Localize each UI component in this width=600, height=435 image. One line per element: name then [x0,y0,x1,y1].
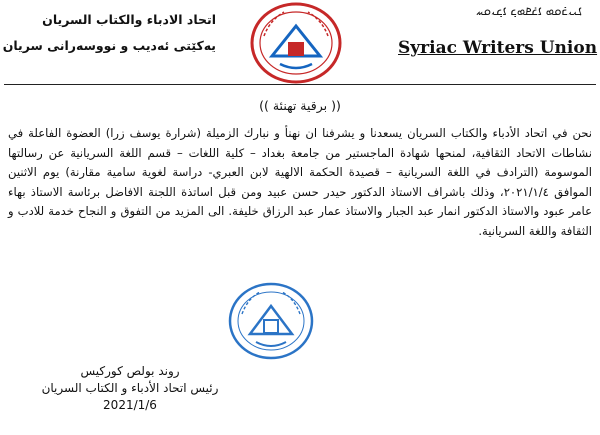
arabic-org-name: اتحاد الادباء والكتاب السريان [42,12,216,27]
union-stamp-icon [228,282,314,360]
letter-date: 2021/1/6 [103,398,157,412]
letter-body: نحن في اتحاد الأدباء والكتاب السريان يسعدنا و يشرفنا ان نهنأ و نبارك الزميلة (شرارة يوسف زرا) العضوة الفاعلة في نشاطات الاتحاد الثقافية، لمنحها شهادة الماجستير من جامعة بغداد – كلية اللغات – قسم اللغة السريانية عن رسالتها الموسومة (الترادف في اللغة السريانية – قصيدة الحكمة الالهية لابن العبري- دراسة لغوية سامية مقارنة) يوم الاثنين الموافق ٢٠٢١/١/٤، وذلك باشراف الاستاذ الدكتور حيدر حسن عبيد ومن قبل اساتذة اللجنة الافاضل برئاسة الاستاذ بهاء عامر عبود والاستاذ الدكتور انمار عبد الجبار والاستاذ عمار عبد الرزاق خليفة. الى المزيد من التفوق و النجاح خدمة للادب و الثقافة واللغة السريانية. [8,126,592,238]
signature-block [40,363,220,414]
signatory-position: رئيس اتحاد الأدباء و الكتاب السريان [41,381,219,395]
signatory-name: روند بولص كوركيس [80,364,180,378]
kurdish-org-name: يەكێتى ئەديب و نووسەرانى سريان [2,38,216,53]
letter-title: (( برقية تهنئة )) [259,98,341,113]
union-logo-icon [250,2,342,84]
header-divider [4,84,596,85]
english-org-name: Syriac Writers Union [398,38,598,58]
syriac-org-name: ܚܘܝܕܐ ܕܣܦܪܐ ܣܘܪܝܝܐ [476,4,582,19]
